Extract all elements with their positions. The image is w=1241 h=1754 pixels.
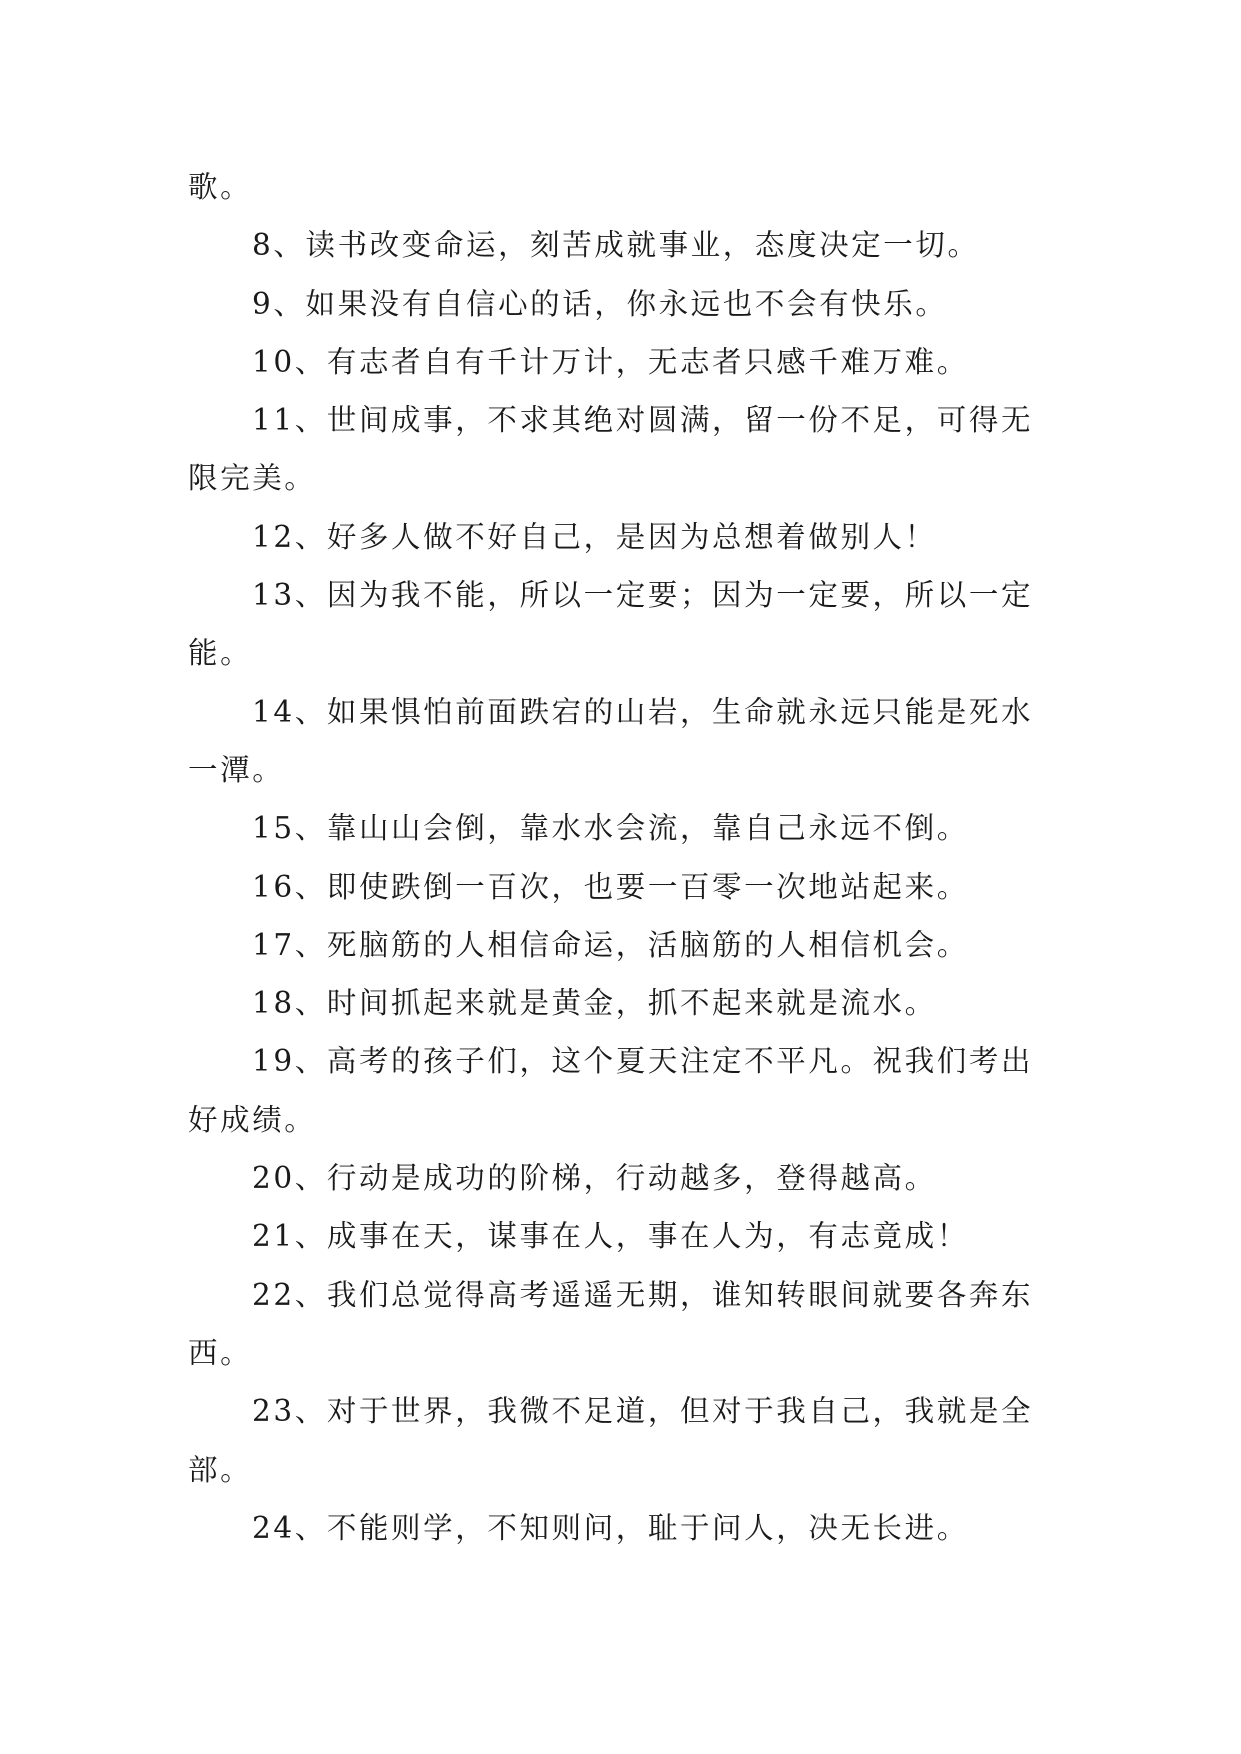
- text-line: 9、如果没有自信心的话，你永远也不会有快乐。: [252, 286, 948, 321]
- text-line: 14、如果惧怕前面跌宕的山岩，生命就永远只能是死水: [252, 694, 1034, 729]
- text-line: 16、即使跌倒一百次，也要一百零一次地站起来。: [252, 869, 969, 904]
- text-line: 22、我们总觉得高考遥遥无期，谁知转眼间就要各奔东: [252, 1277, 1034, 1312]
- text-line: 好成绩。: [188, 1102, 317, 1137]
- text-line: 歌。: [188, 170, 253, 204]
- text-line: 17、死脑筋的人相信命运，活脑筋的人相信机会。: [252, 927, 969, 962]
- text-line: 11、世间成事，不求其绝对圆满，留一份不足，可得无: [252, 403, 1034, 438]
- text-line: 23、对于世界，我微不足道，但对于我自己，我就是全: [252, 1394, 1034, 1429]
- text-line: 限完美。: [188, 461, 317, 496]
- text-line: 12、好多人做不好自己，是因为总想着做别人！: [252, 519, 937, 554]
- text-line: 能。: [188, 636, 253, 671]
- text-line: 8、读书改变命运，刻苦成就事业，态度决定一切。: [252, 228, 980, 263]
- text-line: 21、成事在天，谋事在人，事在人为，有志竟成！: [252, 1219, 969, 1254]
- document-body: [188, 158, 1058, 1557]
- text-line: 部。: [188, 1452, 253, 1487]
- text-line: 18、时间抓起来就是黄金，抓不起来就是流水。: [252, 986, 937, 1021]
- text-line: 一潭。: [188, 752, 285, 787]
- text-line: 24、不能则学，不知则问，耻于问人，决无长进。: [252, 1510, 969, 1545]
- text-line: 13、因为我不能，所以一定要；因为一定要，所以一定: [252, 578, 1034, 613]
- text-line: 10、有志者自有千计万计，无志者只感千难万难。: [252, 344, 969, 379]
- text-line: 15、靠山山会倒，靠水水会流，靠自己永远不倒。: [252, 811, 969, 846]
- text-line: 19、高考的孩子们，这个夏天注定不平凡。祝我们考出: [252, 1044, 1034, 1079]
- text-line: 西。: [188, 1335, 253, 1370]
- text-line: 20、行动是成功的阶梯，行动越多，登得越高。: [252, 1161, 937, 1196]
